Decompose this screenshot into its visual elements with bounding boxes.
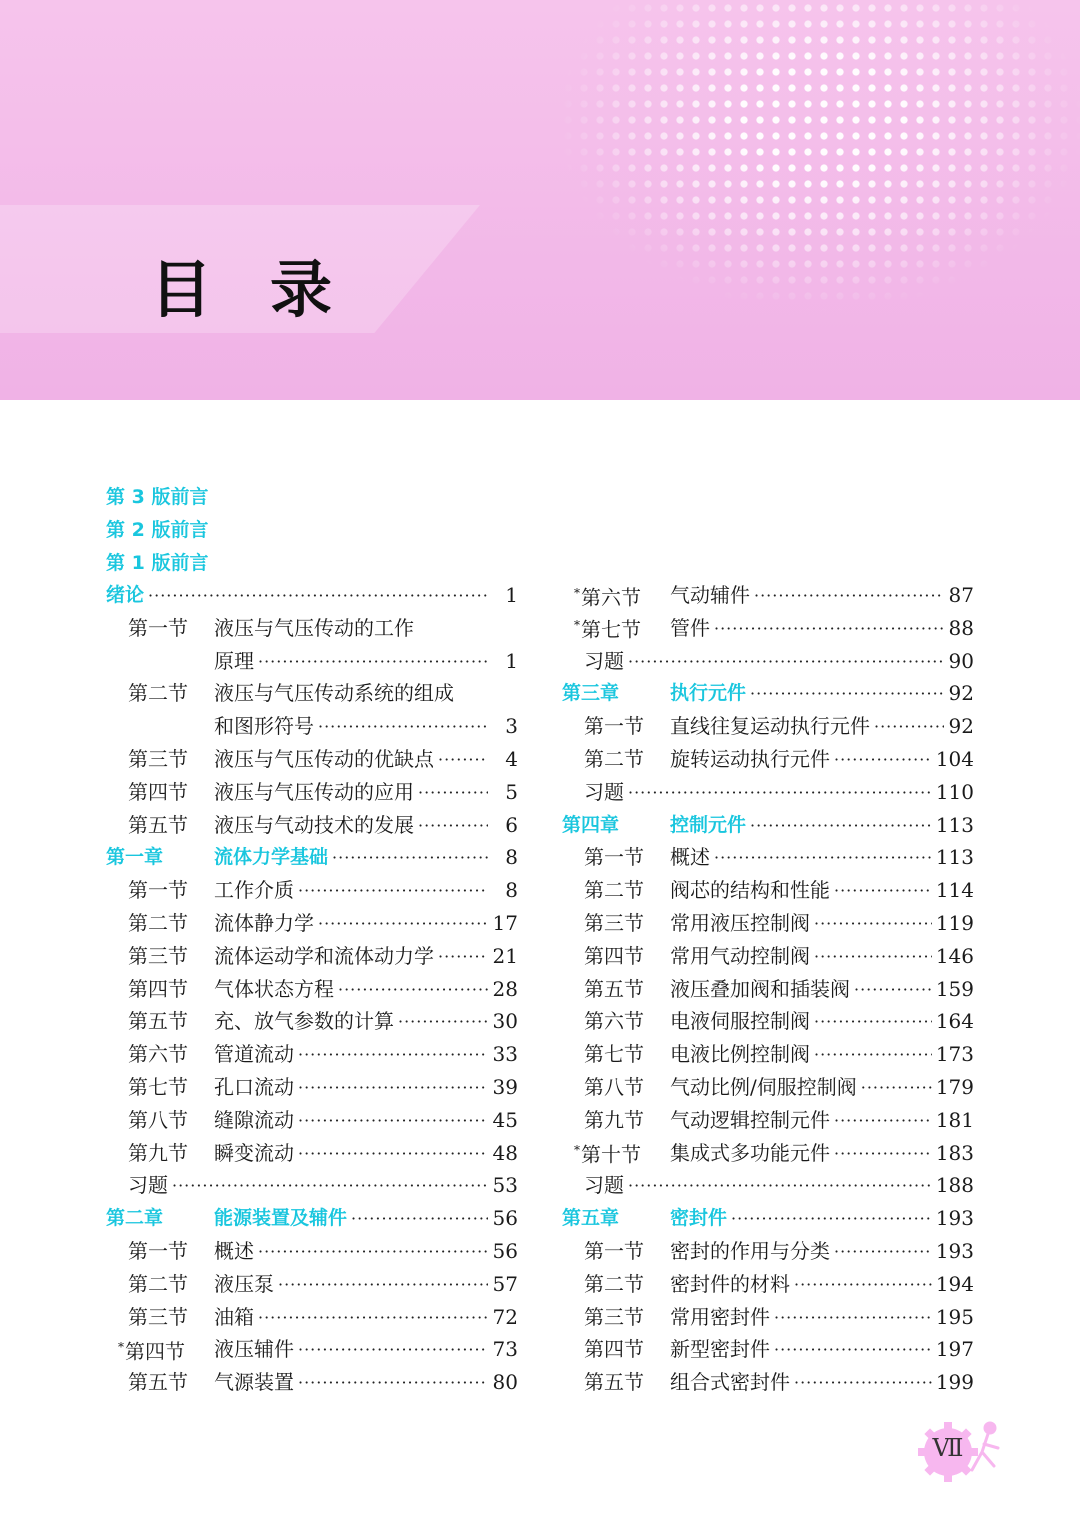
section-number: 第二节 xyxy=(584,878,644,903)
section-number: 第一节 xyxy=(128,615,188,640)
section-number: 第八节 xyxy=(584,1075,644,1099)
section-number-wrap xyxy=(584,973,670,1006)
dot-leader xyxy=(318,907,488,940)
toc-row xyxy=(562,1005,974,1038)
dot-leader xyxy=(418,776,488,809)
chapter-number: 第五章 xyxy=(562,1207,620,1230)
toc-page-number: 179 xyxy=(935,1075,974,1099)
toc-row xyxy=(106,1005,518,1038)
section-number: 第六节 xyxy=(581,585,641,610)
section-title: 阀芯的结构和性能 xyxy=(670,878,830,903)
toc-exercise-row xyxy=(562,776,974,809)
section-number-wrap xyxy=(584,874,670,907)
section-title: 电液伺服控制阀 xyxy=(670,1009,810,1034)
dot-leader xyxy=(774,1301,932,1334)
dot-leader xyxy=(258,1301,488,1334)
dot-leader xyxy=(874,710,944,743)
dot-leader xyxy=(750,809,932,842)
section-number-wrap xyxy=(128,1268,214,1301)
toc-row xyxy=(106,776,518,809)
section-number: 第八节 xyxy=(128,1107,188,1132)
toc-page-number: 113 xyxy=(935,845,974,870)
section-number: 第四节 xyxy=(128,779,188,804)
dot-leader xyxy=(628,645,944,678)
toc-row xyxy=(562,841,974,874)
chapter-title: 能源装置及辅件 xyxy=(214,1207,348,1230)
toc-row xyxy=(562,940,974,973)
optional-marker: * xyxy=(574,585,580,600)
toc-row xyxy=(106,1038,518,1071)
toc-chapter-row xyxy=(106,579,518,612)
section-title: 电液比例控制阀 xyxy=(670,1042,810,1067)
section-title: 集成式多功能元件 xyxy=(670,1140,830,1165)
section-number: 第五节 xyxy=(128,1370,188,1395)
page-number-badge xyxy=(914,1418,1014,1486)
section-number-wrap xyxy=(584,940,670,973)
toc-row xyxy=(106,1235,518,1268)
toc-page-number: 33 xyxy=(492,1042,518,1067)
front-matter-item: 第 1 版前言 xyxy=(106,551,209,574)
section-title: 常用气动控制阀 xyxy=(670,943,810,968)
toc-chapter-row xyxy=(562,1202,974,1235)
section-number-wrap xyxy=(584,1268,670,1301)
section-number: 第四节 xyxy=(584,943,644,968)
dot-leader xyxy=(298,1366,488,1399)
section-number: 第二节 xyxy=(584,747,644,771)
toc-page-number: 194 xyxy=(935,1271,974,1296)
dot-leader xyxy=(278,1268,488,1301)
section-number-wrap xyxy=(584,1333,670,1366)
section-number: 第五节 xyxy=(584,1370,644,1395)
section-title: 流体静力学 xyxy=(214,911,314,935)
toc-row xyxy=(106,809,518,842)
section-number: 第二节 xyxy=(128,911,188,935)
toc-page-number: 1 xyxy=(505,648,518,673)
toc-row xyxy=(562,907,974,940)
toc-page-number: 193 xyxy=(935,1239,974,1263)
section-title: 缝隙流动 xyxy=(214,1107,294,1132)
section-title: 气体状态方程 xyxy=(214,976,334,1001)
toc-row xyxy=(106,1268,518,1301)
exercise-title: 习题 xyxy=(584,779,624,804)
toc-page-number: 193 xyxy=(935,1206,974,1231)
section-number-wrap xyxy=(128,1137,214,1170)
section-title: 液压与气压传动的应用 xyxy=(214,779,414,804)
toc-page-number: 197 xyxy=(935,1337,974,1362)
section-number: 第一节 xyxy=(584,845,644,870)
section-title: 液压与气压传动的优缺点 xyxy=(214,747,434,771)
toc-page-number: 45 xyxy=(492,1107,518,1132)
toc-page-number: 159 xyxy=(935,976,974,1001)
section-number-wrap xyxy=(128,743,214,776)
optional-marker: * xyxy=(574,1143,580,1158)
dot-leader xyxy=(628,1169,932,1202)
dot-leader xyxy=(854,973,932,1006)
section-number: 第三节 xyxy=(128,747,188,771)
section-number: 第四节 xyxy=(128,976,188,1001)
section-number-wrap xyxy=(128,1005,214,1038)
dot-leader xyxy=(351,1202,488,1235)
section-number-wrap xyxy=(584,1071,670,1104)
section-number-wrap xyxy=(584,1104,670,1137)
dot-leader xyxy=(834,874,932,907)
section-number-wrap xyxy=(128,1071,214,1104)
section-number-wrap xyxy=(584,1301,670,1334)
dot-leader xyxy=(418,809,488,842)
section-number: 第六节 xyxy=(584,1009,644,1034)
toc-page-number: 56 xyxy=(492,1206,518,1231)
toc-row xyxy=(562,1038,974,1071)
toc-row xyxy=(562,1235,974,1268)
section-number: 第二节 xyxy=(584,1271,644,1296)
toc-page-number: 181 xyxy=(935,1107,974,1132)
toc-page-number: 73 xyxy=(492,1337,518,1362)
toc-page-number: 28 xyxy=(492,976,518,1001)
section-number: 第三节 xyxy=(584,1304,644,1329)
section-title: 液压与气压传动的工作 xyxy=(214,615,414,640)
section-title: 液压泵 xyxy=(214,1271,274,1296)
section-number: 第二节 xyxy=(128,1271,188,1296)
toc-page-number: 146 xyxy=(935,943,974,968)
dot-leader xyxy=(731,1202,932,1235)
section-number: 第三节 xyxy=(128,1304,188,1329)
section-number: 第一节 xyxy=(584,1239,644,1263)
section-title: 气动逻辑控制元件 xyxy=(670,1107,830,1132)
toc-row xyxy=(106,874,518,907)
toc-page-number: 57 xyxy=(492,1271,518,1296)
toc-row xyxy=(562,579,974,612)
toc-page-number: 48 xyxy=(492,1140,518,1165)
section-title: 旋转运动执行元件 xyxy=(670,747,830,771)
dot-leader xyxy=(794,1268,932,1301)
section-number-wrap xyxy=(128,1104,214,1137)
section-title: 密封的作用与分类 xyxy=(670,1239,830,1263)
toc-page-number: 80 xyxy=(492,1370,518,1395)
section-number-wrap xyxy=(584,710,670,743)
section-number-wrap xyxy=(574,1134,670,1172)
dot-leader xyxy=(750,677,944,710)
section-number-wrap xyxy=(584,1235,670,1268)
dot-leader xyxy=(814,1005,932,1038)
section-title: 孔口流动 xyxy=(214,1075,294,1099)
toc-row xyxy=(106,1301,518,1334)
toc-row xyxy=(106,743,518,776)
section-title: 油箱 xyxy=(214,1304,254,1329)
section-number-wrap xyxy=(128,907,214,940)
section-number: 第三节 xyxy=(584,911,644,935)
toc-row xyxy=(106,1104,518,1137)
toc-row xyxy=(106,1366,518,1399)
dot-leader xyxy=(714,612,944,645)
toc-page-number: 188 xyxy=(935,1173,974,1198)
toc-page-number: 90 xyxy=(948,648,974,673)
section-number-wrap xyxy=(128,612,214,645)
toc-page-number: 8 xyxy=(505,878,518,903)
dot-leader xyxy=(298,1071,488,1104)
section-number: 第一节 xyxy=(128,878,188,903)
toc-page-number: 104 xyxy=(935,747,974,771)
section-title: 液压辅件 xyxy=(214,1337,294,1362)
toc-page-number: 92 xyxy=(948,714,974,739)
dot-leader xyxy=(298,1038,488,1071)
toc-row xyxy=(562,1333,974,1366)
toc-row xyxy=(562,1268,974,1301)
section-number-wrap xyxy=(128,874,214,907)
toc-row xyxy=(562,710,974,743)
toc-page-number: 21 xyxy=(492,943,518,968)
toc-row xyxy=(562,973,974,1006)
dot-leader xyxy=(172,1169,488,1202)
chapter-number: 第四章 xyxy=(562,813,620,836)
toc-row xyxy=(106,907,518,940)
toc-row xyxy=(106,1333,518,1366)
dot-leader xyxy=(861,1071,932,1104)
dot-leader xyxy=(298,1137,488,1170)
toc-row xyxy=(106,645,518,678)
section-number-wrap xyxy=(584,1005,670,1038)
dot-leader xyxy=(774,1333,932,1366)
toc-row xyxy=(562,1071,974,1104)
section-number-wrap xyxy=(128,809,214,842)
toc-row xyxy=(106,710,518,743)
dot-leader xyxy=(148,579,488,612)
dot-leader xyxy=(298,1333,488,1366)
toc-page-number: 56 xyxy=(492,1239,518,1263)
section-title: 管件 xyxy=(670,615,710,640)
exercise-title: 习题 xyxy=(584,1173,624,1198)
page-number: Ⅶ xyxy=(932,1434,964,1462)
page-title xyxy=(150,240,332,329)
header-banner xyxy=(0,0,1080,400)
toc-exercise-row xyxy=(562,1169,974,1202)
chapter-title: 流体力学基础 xyxy=(214,846,329,869)
dot-leader xyxy=(438,743,488,776)
section-number: 第九节 xyxy=(584,1107,644,1132)
toc-row xyxy=(106,940,518,973)
dot-leader xyxy=(628,776,932,809)
toc-page-number: 30 xyxy=(492,1009,518,1034)
section-number: 第五节 xyxy=(128,1009,188,1034)
section-title: 直线往复运动执行元件 xyxy=(670,714,870,739)
dot-leader xyxy=(298,1104,488,1137)
dot-leader xyxy=(834,743,932,776)
toc-page-number: 39 xyxy=(492,1075,518,1099)
section-number-wrap xyxy=(128,1235,214,1268)
section-title: 管道流动 xyxy=(214,1042,294,1067)
chapter-title: 执行元件 xyxy=(670,682,747,705)
optional-marker: * xyxy=(574,618,580,633)
chapter-number: 第一章 xyxy=(106,846,164,869)
toc-row xyxy=(562,612,974,645)
toc-row xyxy=(106,1071,518,1104)
toc-row xyxy=(106,612,518,645)
dot-leader xyxy=(834,1104,932,1137)
section-number: 第四节 xyxy=(584,1337,644,1362)
section-title: 充、放气参数的计算 xyxy=(214,1009,394,1034)
toc-row xyxy=(562,1301,974,1334)
section-number: 第七节 xyxy=(581,618,641,643)
toc-page-number: 8 xyxy=(505,845,518,870)
dot-leader xyxy=(298,874,488,907)
section-title: 气动辅件 xyxy=(670,583,750,607)
toc-page-number: 88 xyxy=(948,615,974,640)
section-number: 第五节 xyxy=(128,812,188,837)
dot-leader xyxy=(258,1235,488,1268)
toc-page-number: 17 xyxy=(492,911,518,935)
toc-exercise-row xyxy=(562,645,974,678)
toc-page-number: 114 xyxy=(935,878,974,903)
section-title: 液压与气压传动系统的组成 xyxy=(214,681,454,706)
section-number: 第六节 xyxy=(128,1042,188,1067)
dot-leader xyxy=(398,1005,488,1038)
dot-leader xyxy=(794,1366,932,1399)
toc-page-number: 72 xyxy=(492,1304,518,1329)
dot-leader xyxy=(318,710,488,743)
toc-page-number: 3 xyxy=(505,714,518,739)
section-number-wrap xyxy=(584,841,670,874)
toc-exercise-row xyxy=(106,1169,518,1202)
toc-page-number: 5 xyxy=(505,779,518,804)
toc-page-number: 183 xyxy=(935,1140,974,1165)
section-number: 第七节 xyxy=(128,1075,188,1099)
section-number: 第一节 xyxy=(128,1239,188,1263)
section-title: 概述 xyxy=(670,845,710,870)
chapter-title: 密封件 xyxy=(670,1207,728,1230)
toc-row xyxy=(106,677,518,710)
toc-page-number: 113 xyxy=(935,812,974,837)
section-title: 常用液压控制阀 xyxy=(670,911,810,935)
toc-page-number: 119 xyxy=(935,911,974,935)
section-title: 工作介质 xyxy=(214,878,294,903)
section-number: 第十节 xyxy=(581,1142,641,1167)
section-title: 原理 xyxy=(214,648,254,673)
toc-chapter-row xyxy=(562,677,974,710)
section-title: 和图形符号 xyxy=(214,714,314,739)
section-title: 气源装置 xyxy=(214,1370,294,1395)
halftone-dots xyxy=(400,0,1080,400)
toc-page-number: 92 xyxy=(948,681,974,706)
toc-page-number: 173 xyxy=(935,1042,974,1067)
toc-row xyxy=(106,973,518,1006)
chapter-title: 绪论 xyxy=(106,584,145,606)
section-number-wrap xyxy=(128,1038,214,1071)
exercise-title: 习题 xyxy=(128,1173,168,1198)
section-number-wrap xyxy=(128,677,214,710)
toc-page-number: 110 xyxy=(935,779,974,804)
section-number: 第二节 xyxy=(128,681,188,706)
toc-page-number: 53 xyxy=(492,1173,518,1198)
toc-chapter-row xyxy=(562,809,974,842)
section-number-wrap xyxy=(128,940,214,973)
front-matter-item: 第 2 版前言 xyxy=(106,518,209,541)
section-title: 流体运动学和流体动力学 xyxy=(214,943,434,968)
section-number: 第一节 xyxy=(584,714,644,739)
chapter-number: 第二章 xyxy=(106,1207,164,1230)
dot-leader xyxy=(714,841,932,874)
toc-row xyxy=(562,1104,974,1137)
toc-page-number: 4 xyxy=(505,747,518,771)
toc-row xyxy=(562,1366,974,1399)
dot-leader xyxy=(814,940,932,973)
page-title-char: 录 xyxy=(270,253,333,326)
section-title: 组合式密封件 xyxy=(670,1370,790,1395)
dot-leader xyxy=(814,907,932,940)
chapter-number: 第三章 xyxy=(562,682,620,705)
section-number: 第七节 xyxy=(584,1042,644,1067)
section-number: 第九节 xyxy=(128,1140,188,1165)
section-title: 液压叠加阀和插装阀 xyxy=(670,976,850,1001)
section-number-wrap xyxy=(118,1331,214,1369)
section-number: 第五节 xyxy=(584,976,644,1001)
section-number-wrap xyxy=(574,609,670,647)
toc-row xyxy=(106,1137,518,1170)
chapter-title: 控制元件 xyxy=(670,813,747,836)
dot-leader xyxy=(814,1038,932,1071)
toc-page-number: 1 xyxy=(505,583,518,607)
toc-page-number: 164 xyxy=(935,1009,974,1034)
section-number-wrap xyxy=(128,1366,214,1399)
runner-icon xyxy=(972,1423,998,1470)
section-number-wrap xyxy=(584,1366,670,1399)
toc-page-number: 199 xyxy=(935,1370,974,1395)
section-title: 气动比例/伺服控制阀 xyxy=(670,1075,857,1099)
section-title: 密封件的材料 xyxy=(670,1271,790,1296)
section-number-wrap xyxy=(584,907,670,940)
section-number: 第四节 xyxy=(125,1339,185,1364)
dot-leader xyxy=(338,973,488,1006)
toc-page-number: 195 xyxy=(935,1304,974,1329)
toc-chapter-row xyxy=(106,1202,518,1235)
toc-row xyxy=(562,743,974,776)
dot-leader xyxy=(834,1235,932,1268)
toc-row xyxy=(562,874,974,907)
dot-leader xyxy=(754,579,944,612)
section-title: 瞬变流动 xyxy=(214,1140,294,1165)
section-number-wrap xyxy=(128,776,214,809)
dot-leader xyxy=(332,841,488,874)
section-title: 液压与气动技术的发展 xyxy=(214,812,414,837)
dot-leader xyxy=(438,940,488,973)
page-title-char: 目 xyxy=(150,253,213,326)
section-title: 概述 xyxy=(214,1239,254,1263)
dot-leader xyxy=(834,1137,932,1170)
section-number-wrap xyxy=(584,743,670,776)
section-number: 第三节 xyxy=(128,943,188,968)
section-number-wrap xyxy=(584,1038,670,1071)
optional-marker: * xyxy=(118,1340,124,1355)
section-title: 常用密封件 xyxy=(670,1304,770,1329)
section-number-wrap xyxy=(128,1301,214,1334)
section-number-wrap xyxy=(128,973,214,1006)
toc-chapter-row xyxy=(106,841,518,874)
toc-page-number: 6 xyxy=(505,812,518,837)
dot-leader xyxy=(258,645,488,678)
toc-row xyxy=(562,1137,974,1170)
front-matter-item: 第 3 版前言 xyxy=(106,486,209,508)
exercise-title: 习题 xyxy=(584,648,624,673)
toc-page-number: 87 xyxy=(948,583,974,607)
section-title: 新型密封件 xyxy=(670,1337,770,1362)
